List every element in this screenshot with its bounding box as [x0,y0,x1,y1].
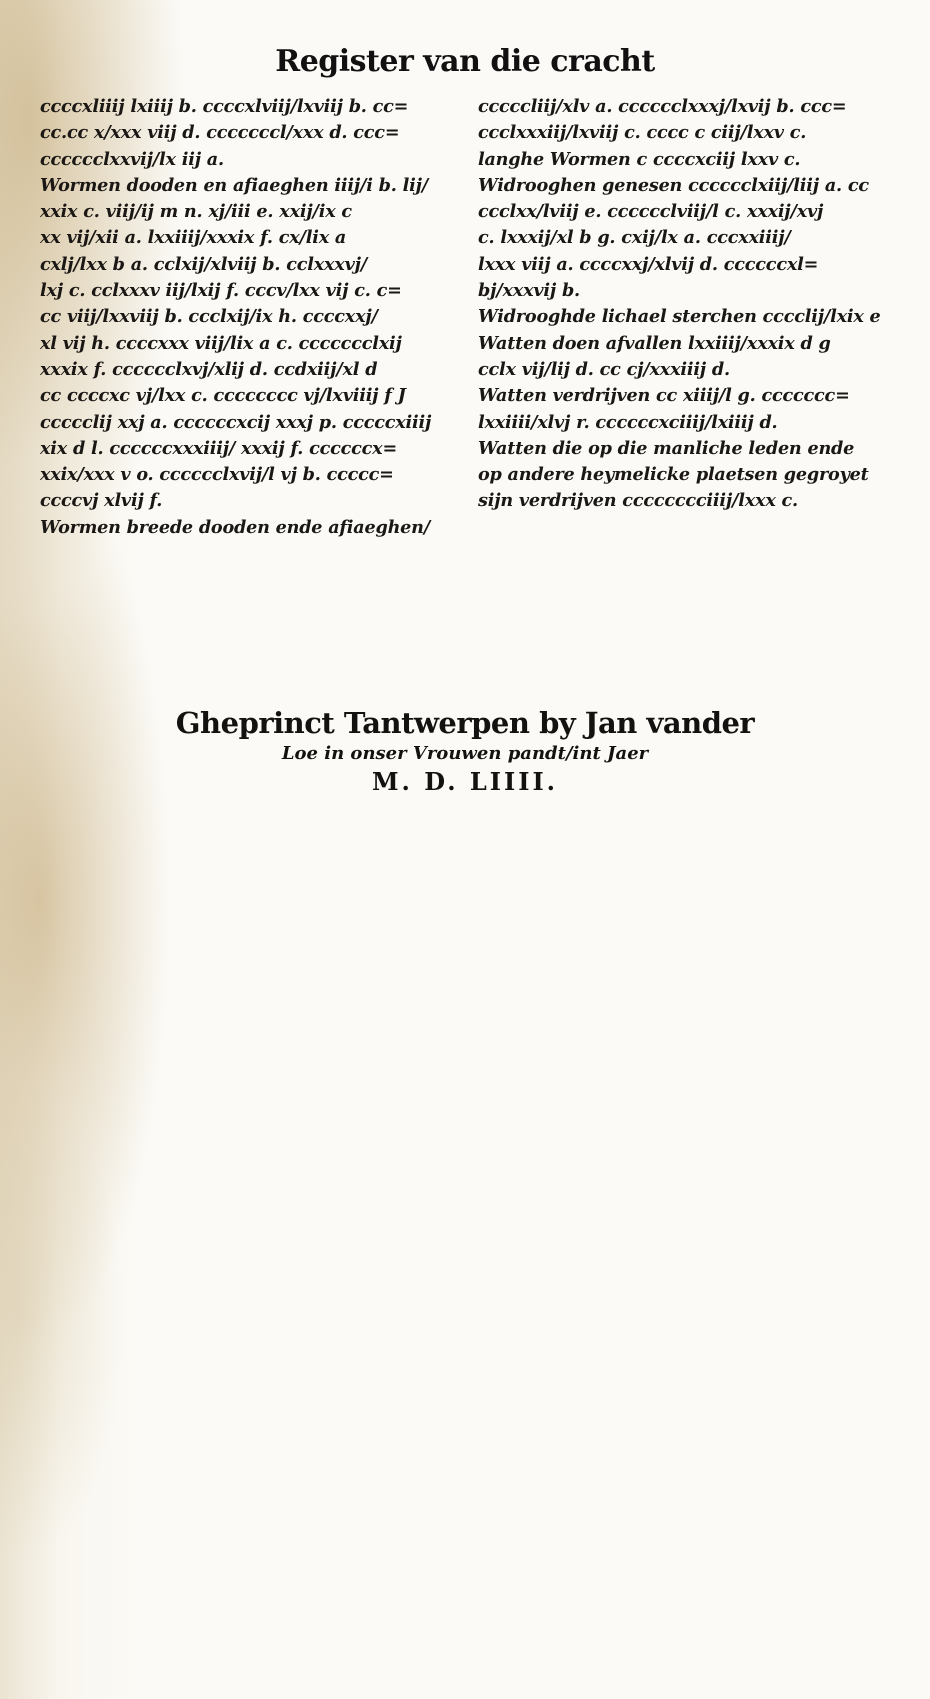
register-line: cc viij/lxxviij b. ccclxij/ix h. ccccxxj/ [40,306,378,328]
imprint-location-line: Loe in onser Vrouwen pandt/int Jaer [281,743,649,764]
register-line: cccccclxxvij/lx iij a. [40,148,224,170]
register-line: Watten die op die manliche leden ende [478,437,855,459]
register-line: bj/xxxvij b. [478,280,580,302]
register-line: ccclxx/lviij e. cccccclviij/l c. xxxij/xvj [478,201,824,223]
register-line: op andere heymelicke plaetsen gegroyet [478,464,869,486]
register-line: Watten verdrijven cc xiiij/l g. ccccccc= [478,385,850,407]
register-line: c. lxxxij/xl b g. cxij/lx a. cccxxiiij/ [478,227,791,249]
register-left-column [40,94,460,541]
register-line: cxlj/lxx b a. cclxij/xlviij b. cclxxxvj/ [40,253,368,275]
register-line: xxix c. viij/ij m n. xj/iii e. xxij/ix c [40,201,352,223]
printer-imprint [0,705,930,797]
register-line: xxix/xxx v o. cccccclxvij/l vj b. ccccc= [40,464,394,486]
register-line: cc.cc x/xxx viij d. cccccccl/xxx d. ccc= [40,122,400,144]
register-line: lxj c. cclxxxv iij/lxij f. cccv/lxx vij c. c= [40,280,402,302]
register-line: cccccliij/xlv a. cccccclxxxj/lxvij b. ccc= [478,96,847,117]
register-line: Wormen breede dooden ende afiaeghen/ [40,516,430,538]
register-line: Watten doen afvallen lxxiiij/xxxix d g [478,332,831,354]
register-line: lxxx viij a. ccccxxj/xlvij d. ccccccxl= [478,253,819,275]
register-line: ccccclij xxj a. ccccccxcij xxxj p. cccccxiiij [40,411,432,433]
register-line: ccclxxxiij/lxviij c. cccc c ciij/lxxv c. [478,122,807,144]
imprint-printer-line: Gheprinct Tantwerpen by Jan vander [175,706,755,740]
register-line: ccccxliiij lxiiij b. ccccxlviij/lxviij b. cc= [40,96,409,117]
register-line: xl vij h. ccccxxx viij/lix a c. ccccccclxij [40,332,402,354]
imprint-year: M. D. LIIII. [371,767,559,796]
register-line: Wormen dooden en afiaeghen iiij/i b. lij/ [40,174,428,196]
register-line: Widrooghde lichael sterchen cccclij/lxix e [478,306,881,328]
register-line: langhe Wormen c ccccxciij lxxv c. [478,148,801,170]
register-line: ccccvj xlvij f. [40,490,163,512]
register-line: xxxix f. cccccclxvj/xlij d. ccdxiij/xl d [40,358,378,380]
register-line: xix d l. ccccccxxxiiij/ xxxij f. ccccccx= [40,437,397,459]
register-line: sijn verdrijven cccccccciiij/lxxx c. [478,490,798,512]
register-right-column [478,94,898,515]
page-header: Register van die cracht [275,44,655,79]
register-line: cc ccccxc vj/lxx c. cccccccc vj/lxviiij f J [40,385,406,407]
register-line: xx vij/xii a. lxxiiij/xxxix f. cx/lix a [40,227,347,249]
register-line: lxxiiii/xlvj r. ccccccxciiij/lxiiij d. [478,411,778,433]
register-line: Widrooghen genesen cccccclxiij/liij a. cc [478,174,869,196]
register-line: cclx vij/lij d. cc cj/xxxiiij d. [478,358,730,380]
